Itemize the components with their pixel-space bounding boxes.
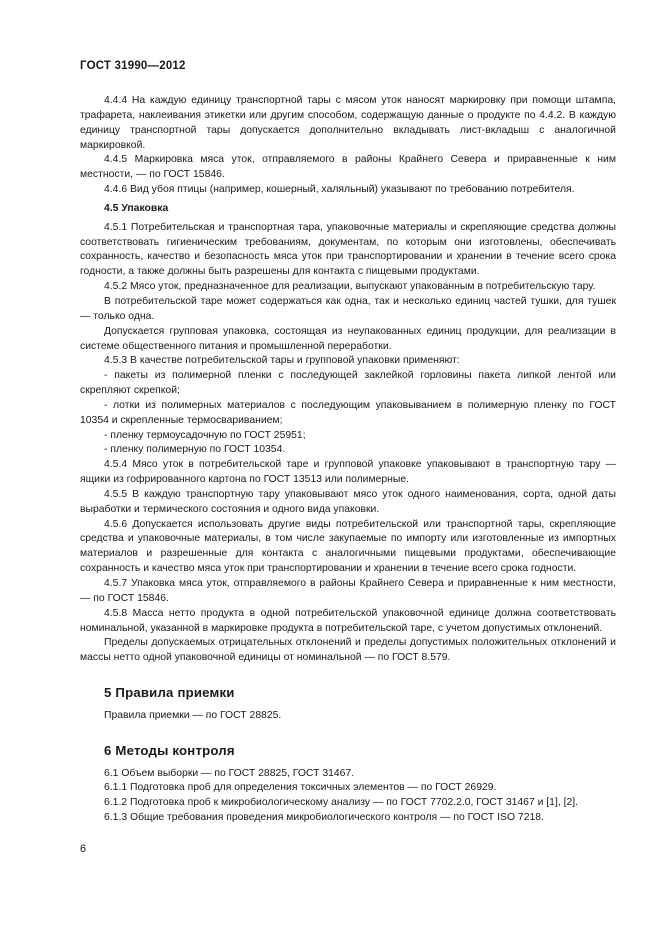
paragraph-6-1: 6.1 Объем выборки — по ГОСТ 28825, ГОСТ 31467. [104,767,355,779]
standard-header: ГОСТ 31990—2012 [80,60,186,72]
section-title-control-methods: 6 Методы контроля [104,742,235,758]
document-body [80,94,616,826]
paragraph-4-5-5: 4.5.5 В каждую транспортную тару упаковывают мясо уток одного наименования, сорта, одной даты выработки и термического состояния и одного вида упаковки. [80,488,616,515]
paragraph: В потребительской таре может содержаться как одна, так и несколько единиц частей тушки, для тушек — только одна. [80,295,616,322]
paragraph-4-4-6: 4.4.6 Вид убоя птицы (например, кошерный, халяльный) указывают по требованию потребителя. [104,184,575,196]
list-item: - пленку термоусадочную по ГОСТ 25951; [104,429,306,441]
paragraph-4-5-1: 4.5.1 Потребительская и транспортная тара, упаковочные материалы и скрепляющие средства должны соответствовать гигиеническим требованиям, документам, по которым они изготовлены, обеспечивать сохранность, качество и безопасность мяса уток при транспортировании и хранении в течение всего срока годности, а также должны быть разрешены для контакта с пищевыми продуктами. [80,221,616,278]
list-item: - лотки из полимерных материалов с последующим упаковыванием в полимерную пленку по ГОСТ 10354 и скрепленные термосвариванием; [80,399,616,426]
paragraph-6-1-2: 6.1.2 Подготовка проб к микробиологическому анализу — по ГОСТ 7702.2.0, ГОСТ 31467 и [1], [2]. [104,797,579,809]
paragraph-6-1-1: 6.1.1 Подготовка проб для определения токсичных элементов — по ГОСТ 26929. [104,782,497,794]
paragraph-6-1-3: 6.1.3 Общие требования проведения микробиологического контроля — по ГОСТ ISO 7218. [104,812,544,824]
paragraph-4-5-7: 4.5.7 Упаковка мяса уток, отправляемого в районы Крайнего Севера и приравненные к ним местности, — по ГОСТ 15846. [80,578,616,604]
paragraph: Правила приемки — по ГОСТ 28825. [104,709,282,721]
list-item: - пленку полимерную по ГОСТ 10354. [104,444,286,456]
paragraph: Пределы допускаемых отрицательных отклонений и пределы допустимых положительных отклонений и массы нетто одной упаковочной единицы от номинальной — по ГОСТ 8.579. [80,637,616,664]
paragraph: Допускается групповая упаковка, состоящая из неупакованных единиц продукции, для реализации в системе общественного питания и промышленной переработки. [80,325,616,352]
page-number: 6 [80,843,87,855]
paragraph-4-4-4: 4.4.4 На каждую единицу транспортной тары с мясом уток наносят маркировку при помощи штампа, трафарета, наклеивания этикетки или другим способом, содержащую данные о продукте по 4.4.2. В каждую единицу транспортной тары допускается дополнительно вкладывать лист-вкладыш с аналогичной маркировкой. [80,95,616,151]
paragraph-4-5-3: 4.5.3 В качестве потребительской тары и групповой упаковки применяют: [104,355,460,367]
paragraph-4-4-5: 4.4.5 Маркировка мяса уток, отправляемого в районы Крайнего Севера и приравненные к ним местности, — по ГОСТ 15846. [80,154,616,181]
subsection-title-packaging: 4.5 Упаковка [104,202,169,214]
paragraph-4-5-8: 4.5.8 Масса нетто продукта в одной потребительской упаковочной единице должна соответствовать номинальной, указанной в маркировке продукта в потребительской таре, с учетом допустимых отклонений. [80,607,616,634]
paragraph-4-5-4: 4.5.4 Мясо уток в потребительской таре и групповой упаковке упаковывают в транспортную тару — ящики из гофрированного картона по ГОСТ 13513 или полимерные. [80,459,616,486]
section-title-acceptance-rules: 5 Правила приемки [104,685,235,701]
paragraph-4-5-2: 4.5.2 Мясо уток, предназначенное для реализации, выпускают упакованным в потребительскую тару. [104,281,596,293]
paragraph-4-5-6: 4.5.6 Допускается использовать другие виды потребительской или транспортной тары, скрепляющие средства и упаковочные материалы, в том числе закупаемые по импорту или изготовленные из импортных материалов и разрешенные для контакта с аналогичными пищевыми продуктами, обеспечивающие сохранность и качество мяса уток при транспортировании и хранении в течение всего срока годности. [80,518,616,575]
list-item: - пакеты из полимерной пленки с последующей заклейкой горловины пакета липкой лентой или скрепляют скрепкой; [80,370,616,397]
